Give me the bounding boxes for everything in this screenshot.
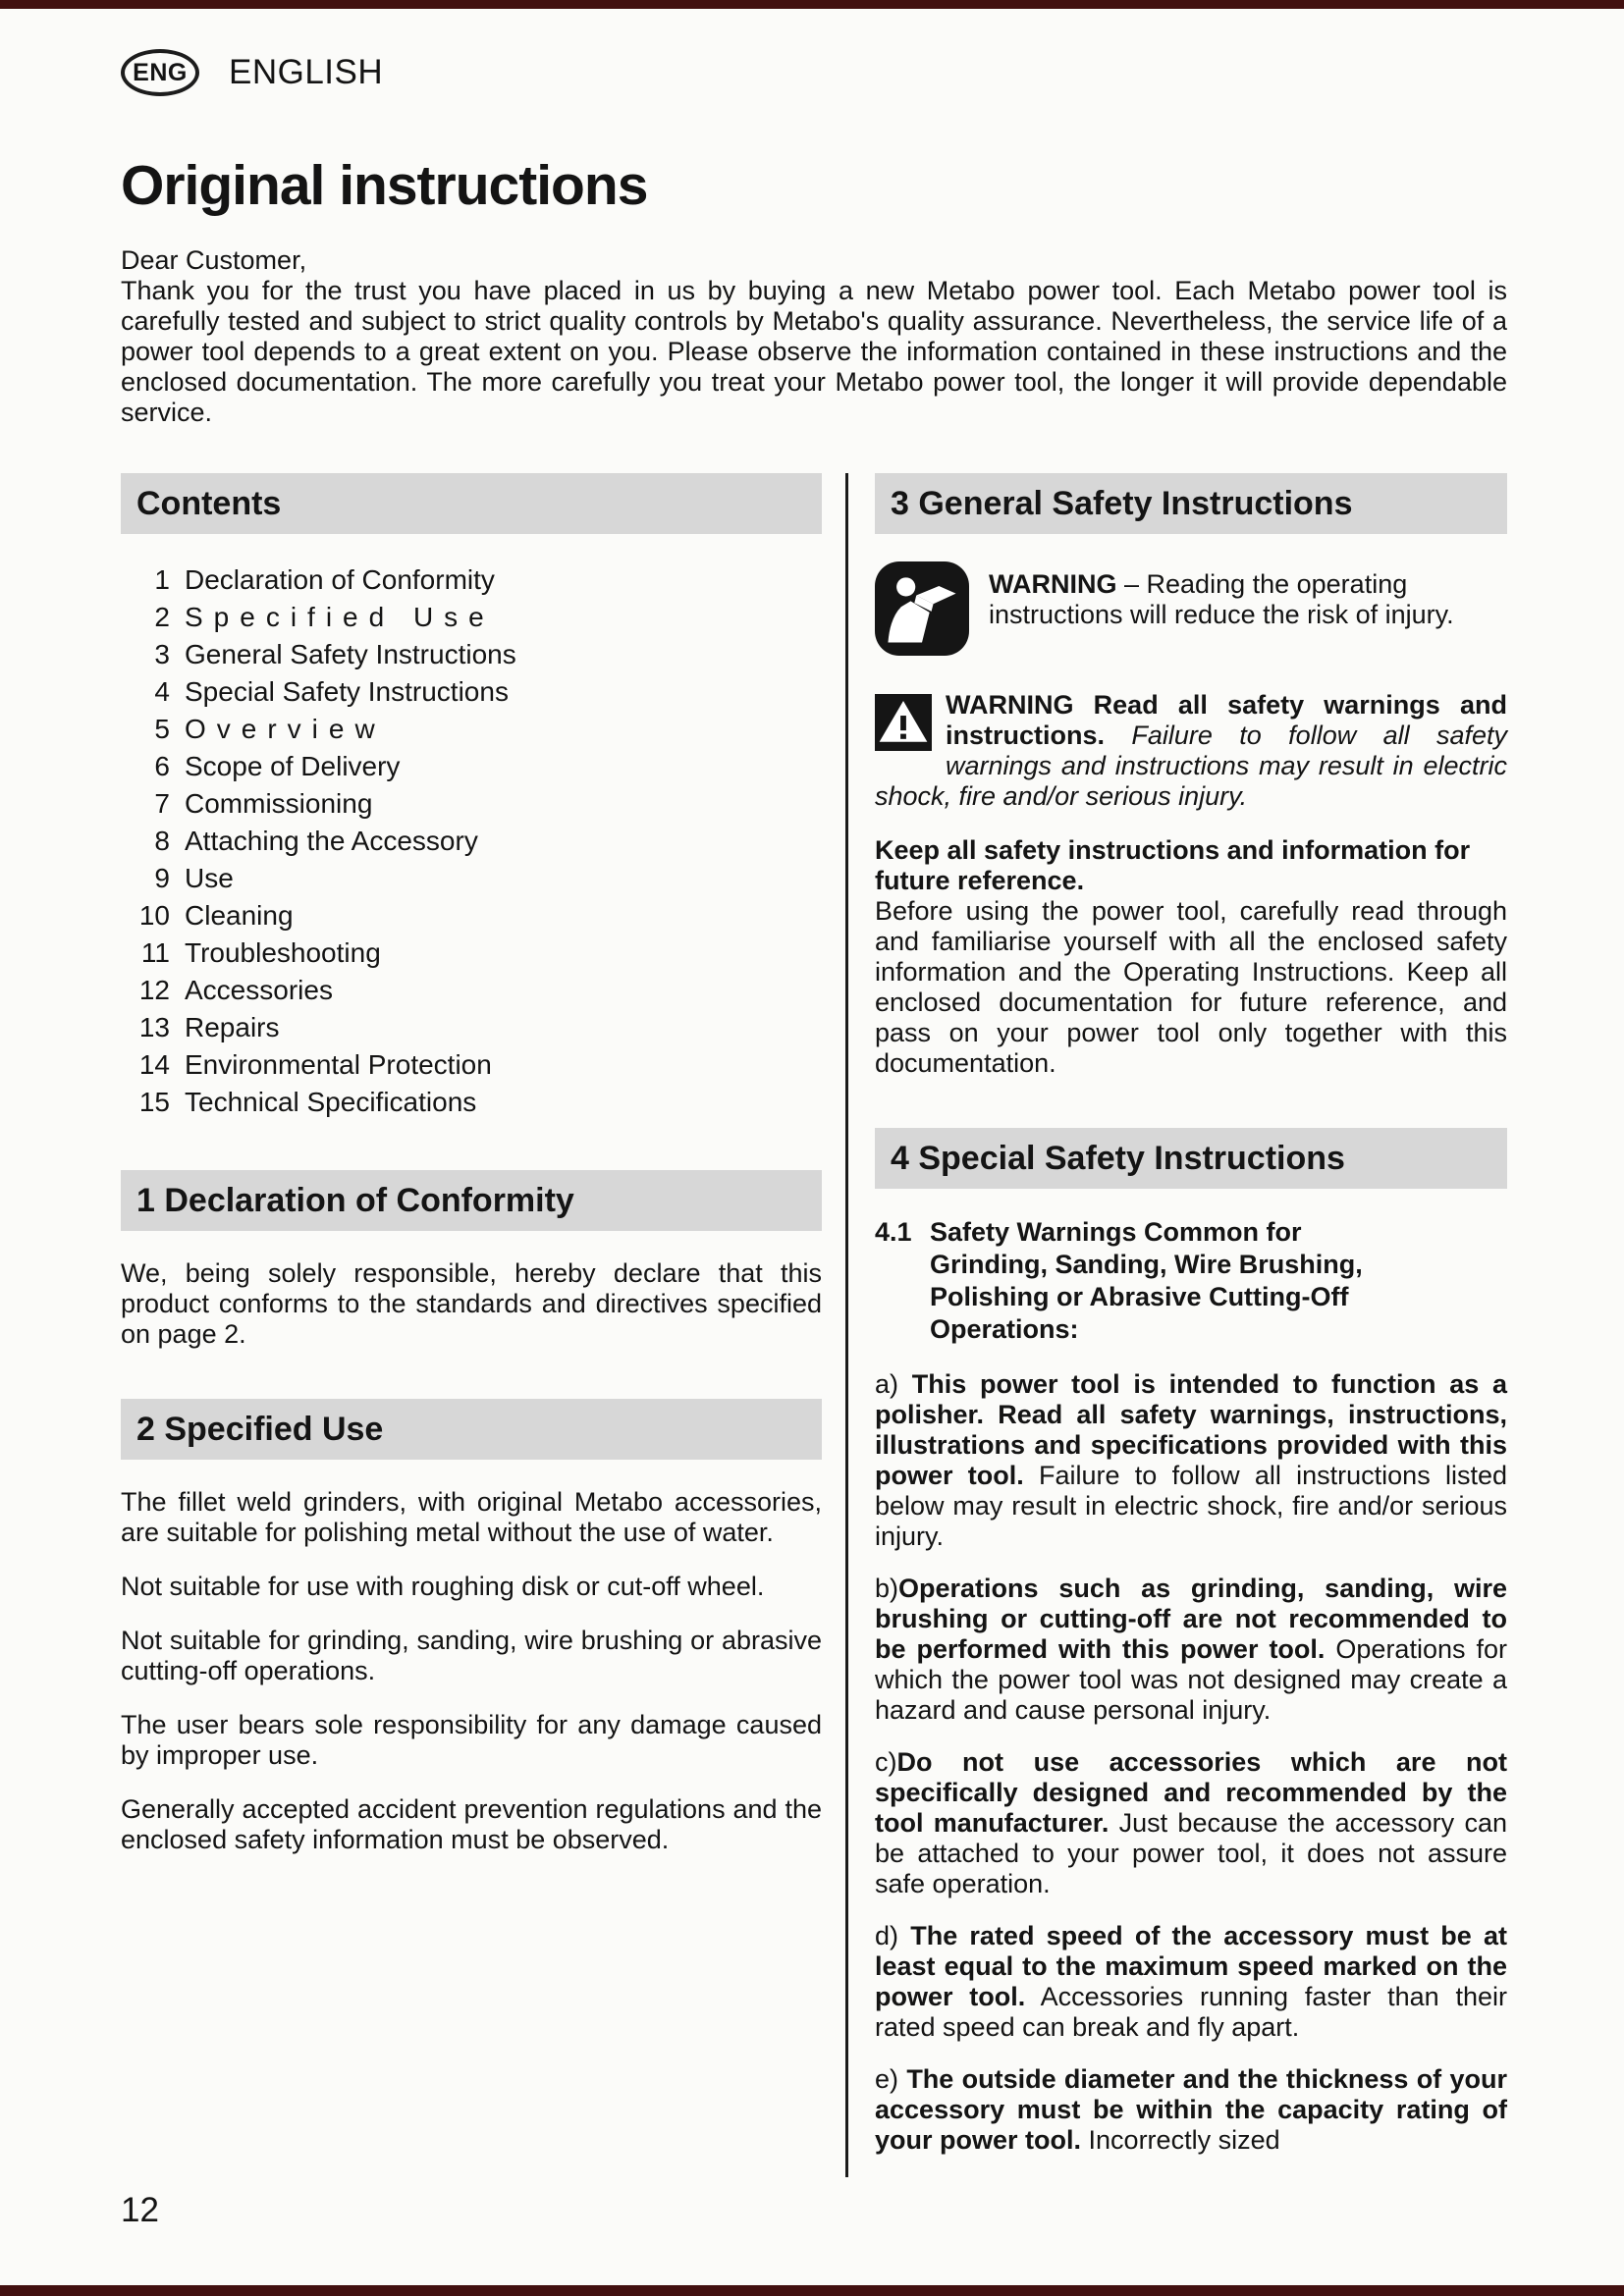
toc-number: 6 [154, 751, 170, 781]
toc-label: Commissioning [185, 788, 373, 819]
scan-edge-bottom [0, 2285, 1624, 2296]
toc-item [133, 599, 822, 636]
item-bold-text: Operations such as grinding, sanding, wire brushing or cutting-off are not recommended to be performed with this power tool. [875, 1574, 1507, 1664]
safety-warning-item [875, 1921, 1507, 2043]
specified-use-paragraph: The user bears sole responsibility for any damage caused by improper use. [121, 1710, 822, 1770]
toc-label: Declaration of Conformity [185, 564, 495, 595]
toc-number: 2 [154, 602, 170, 632]
safety-warning-item [875, 1574, 1507, 1726]
subsection-title: Safety Warnings Common for Grinding, Sanding, Wire Brushing, Polishing or Abrasive Cutting-Off Operations: [930, 1217, 1363, 1344]
toc-number: 3 [154, 639, 170, 669]
toc-number: 12 [138, 975, 170, 1005]
item-bold-text: The outside diameter and the thickness of your accessory must be within the capacity rating of your power tool. [875, 2064, 1507, 2155]
table-of-contents [133, 561, 822, 1121]
toc-item [133, 636, 822, 673]
toc-item [133, 934, 822, 972]
language-label: ENGLISH [229, 53, 384, 91]
scan-edge-top [0, 0, 1624, 9]
contents-heading: Contents [121, 473, 822, 534]
toc-number: 13 [138, 1012, 170, 1042]
toc-number: 4 [154, 676, 170, 707]
toc-label: Repairs [185, 1012, 280, 1042]
read-instructions-icon [875, 561, 969, 661]
right-column [848, 473, 1507, 2177]
item-letter: e) [875, 2064, 899, 2094]
item-letter: d) [875, 1921, 899, 1950]
toc-label: Accessories [185, 975, 333, 1005]
safety-warning-item [875, 1747, 1507, 1899]
toc-number: 9 [154, 863, 170, 893]
item-bold-text: Do not use accessories which are not specifically designed and recommended by the tool manufacturer. [875, 1747, 1507, 1838]
warning-general-block [875, 690, 1507, 812]
safety-warning-item [875, 1369, 1507, 1552]
toc-number: 8 [154, 826, 170, 856]
item-bold-text: The rated speed of the accessory must be at least equal to the maximum speed marked on the power tool. [875, 1921, 1507, 2011]
toc-item [133, 972, 822, 1009]
eng-language-icon: ENG [121, 49, 199, 96]
warning-triangle-icon [875, 694, 932, 751]
section-4-heading: 4 Special Safety Instructions [875, 1128, 1507, 1189]
item-letter: a) [875, 1369, 899, 1399]
toc-label: Special Safety Instructions [185, 676, 509, 707]
toc-label: General Safety Instructions [185, 639, 516, 669]
safety-warning-item [875, 2064, 1507, 2156]
toc-item [133, 1084, 822, 1121]
item-rest-text: Incorrectly sized [1088, 2125, 1280, 2155]
warning-read-block [875, 561, 1507, 661]
warning-general-text [875, 690, 1507, 812]
toc-number: 15 [138, 1087, 170, 1117]
language-header [121, 49, 1507, 96]
toc-label: Environmental Protection [185, 1049, 492, 1080]
toc-label: Attaching the Accessory [185, 826, 478, 856]
toc-item [133, 1046, 822, 1084]
warning-read-rest: – Reading the operating instructions will reduce the risk of injury. [989, 569, 1454, 629]
left-column [121, 473, 822, 2177]
toc-number: 1 [154, 564, 170, 595]
toc-label: Cleaning [185, 900, 294, 931]
toc-label: Use [185, 863, 234, 893]
section-3-heading: 3 General Safety Instructions [875, 473, 1507, 534]
toc-label: Overview [185, 714, 386, 744]
warning-label: WARNING [989, 569, 1117, 599]
item-rest-text: Failure to follow all instructions listed below may result in electric shock, fire and/or serious injury. [875, 1461, 1507, 1551]
toc-item [133, 1009, 822, 1046]
toc-number: 11 [140, 937, 170, 968]
page-content [121, 49, 1507, 2177]
item-rest-text: Operations for which the power tool was not designed may create a hazard and cause personal injury. [875, 1634, 1507, 1725]
toc-item [133, 561, 822, 599]
subsection-4-1-heading [875, 1216, 1507, 1346]
toc-label: Specified Use [185, 602, 495, 632]
item-letter: c) [875, 1747, 897, 1777]
toc-item [133, 711, 822, 748]
declaration-paragraph: We, being solely responsible, hereby declare that this product conforms to the standards and directives specified on page 2. [121, 1258, 822, 1349]
toc-item [133, 823, 822, 860]
warning-general-italic: Failure to follow all safety warnings and instructions may result in electric shock, fire and/or serious injury. [875, 721, 1507, 811]
page-title: Original instructions [121, 154, 648, 217]
specified-use-paragraph: The fillet weld grinders, with original Metabo accessories, are suitable for polishing metal without the use of water. [121, 1487, 822, 1547]
specified-use-paragraph: Generally accepted accident prevention regulations and the enclosed safety information must be observed. [121, 1794, 822, 1854]
toc-number: 7 [154, 788, 170, 819]
toc-number: 14 [138, 1049, 170, 1080]
keep-instructions-heading: Keep all safety instructions and information for future reference. [875, 835, 1471, 895]
two-column-layout [121, 473, 1507, 2177]
item-bold-text: This power tool is intended to function as a polisher. Read all safety warnings, instructions, illustrations and specifications provided with this power tool. [875, 1369, 1507, 1490]
warning-general-bold: WARNING Read all safety warnings and instructions. [946, 690, 1507, 750]
intro-paragraph: Thank you for the trust you have placed in us by buying a new Metabo power tool. Each Metabo power tool is carefully tested and subject to strict quality controls by Metabo's quality assurance. Nevertheless, the service life of a power tool depends to a great extent on you. Please observe the information contained in these instructions and the enclosed documentation. The more carefully you treat your Metabo power tool, the longer it will provide dependable service. [121, 276, 1507, 427]
section-1-heading: 1 Declaration of Conformity [121, 1170, 822, 1231]
page-number: 12 [121, 2191, 159, 2229]
toc-item [133, 748, 822, 785]
toc-item [133, 785, 822, 823]
toc-item [133, 860, 822, 897]
toc-label: Scope of Delivery [185, 751, 401, 781]
subsection-number: 4.1 [875, 1217, 912, 1247]
toc-label: Technical Specifications [185, 1087, 477, 1117]
toc-number: 5 [154, 714, 170, 744]
specified-use-paragraph: Not suitable for use with roughing disk or cut-off wheel. [121, 1572, 765, 1601]
item-rest-text: Just because the accessory can be attached to your power tool, it does not assure safe operation. [875, 1808, 1507, 1898]
specified-use-paragraph: Not suitable for grinding, sanding, wire brushing or abrasive cutting-off operations. [121, 1626, 822, 1685]
keep-instructions-body: Before using the power tool, carefully read through and familiarise yourself with all the enclosed safety information and the Operating Instructions. Keep all enclosed documentation for future reference, and pass on your power tool only together with this documentation. [875, 896, 1507, 1078]
intro-salutation: Dear Customer, [121, 245, 307, 275]
item-letter: b) [875, 1574, 899, 1603]
toc-number: 10 [138, 900, 170, 931]
warning-read-text [989, 561, 1507, 661]
toc-label: Troubleshooting [185, 937, 381, 968]
section-2-heading: 2 Specified Use [121, 1399, 822, 1460]
toc-item [133, 673, 822, 711]
item-rest-text: Accessories running faster than their rated speed can break and fly apart. [875, 1982, 1507, 2042]
toc-item [133, 897, 822, 934]
